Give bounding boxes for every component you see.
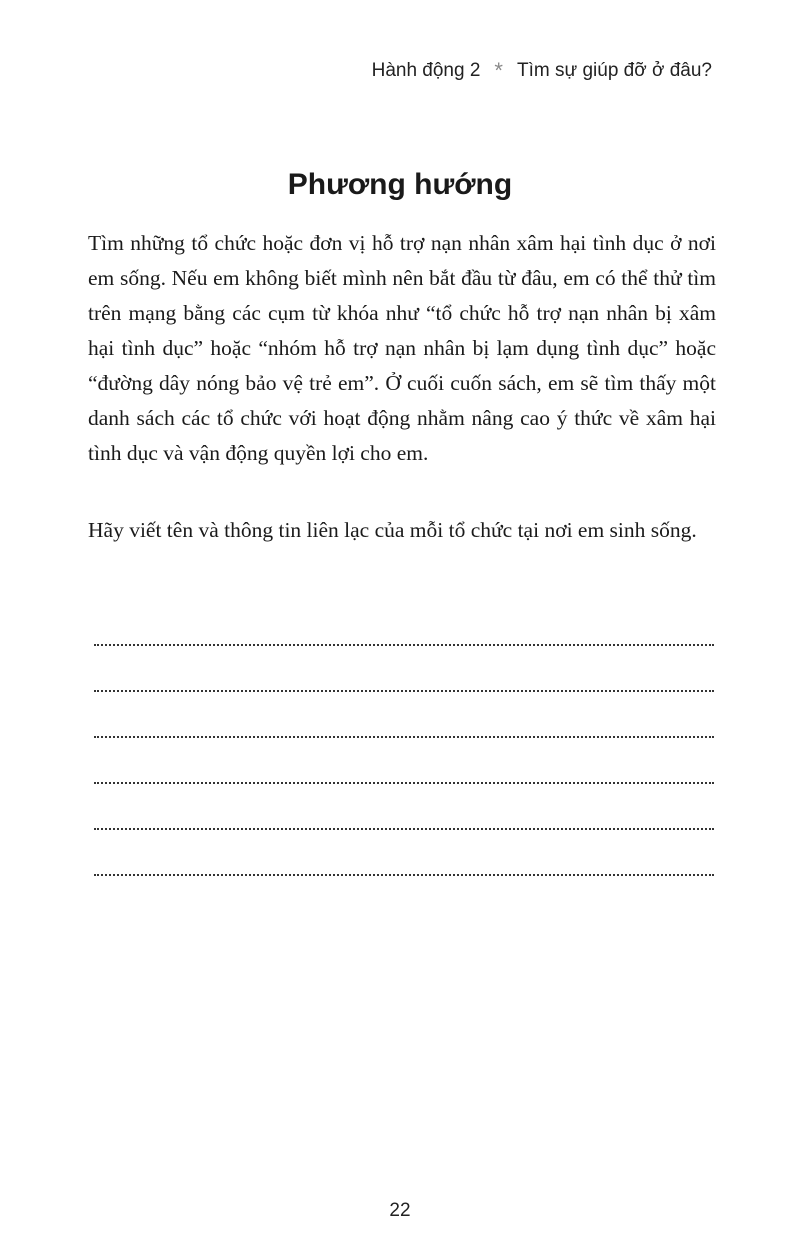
page-title: Phương hướng xyxy=(287,168,513,201)
chapter-label: Tìm sự giúp đỡ ở đâu? xyxy=(516,60,712,81)
asterisk-separator-icon: * xyxy=(494,58,503,83)
answer-lines xyxy=(94,600,714,876)
answer-line[interactable] xyxy=(94,784,714,830)
instruction-paragraph: Tìm những tổ chức hoặc đơn vị hỗ trợ nạn nhân xâm hại tình dục ở nơi em sống. Nếu em không biết mình nên bắt đầu từ đâu, em có thể thử tìm trên mạng bằng các cụm từ khóa như “tổ chức hỗ trợ nạn nhân bị xâm hại tình dục” hoặc “nhóm hỗ trợ nạn nhân bị lạm dụng tình dục” hoặc “đường dây nóng bảo vệ trẻ em”. Ở cuối cuốn sách, em sẽ tìm thấy một danh sách các tổ chức với hoạt động nhằm nâng cao ý thức về xâm hại tình dục và vận động quyền lợi cho em. xyxy=(88,231,716,465)
answer-line[interactable] xyxy=(94,738,714,784)
answer-line[interactable] xyxy=(94,600,714,646)
running-header xyxy=(372,60,712,82)
section-label: Hành động 2 xyxy=(371,60,481,81)
writing-prompt: Hãy viết tên và thông tin liên lạc của mỗi tổ chức tại nơi em sinh sống. xyxy=(88,518,697,542)
page-number: 22 xyxy=(389,1200,411,1221)
answer-line[interactable] xyxy=(94,692,714,738)
answer-line[interactable] xyxy=(94,830,714,876)
answer-line[interactable] xyxy=(94,646,714,692)
